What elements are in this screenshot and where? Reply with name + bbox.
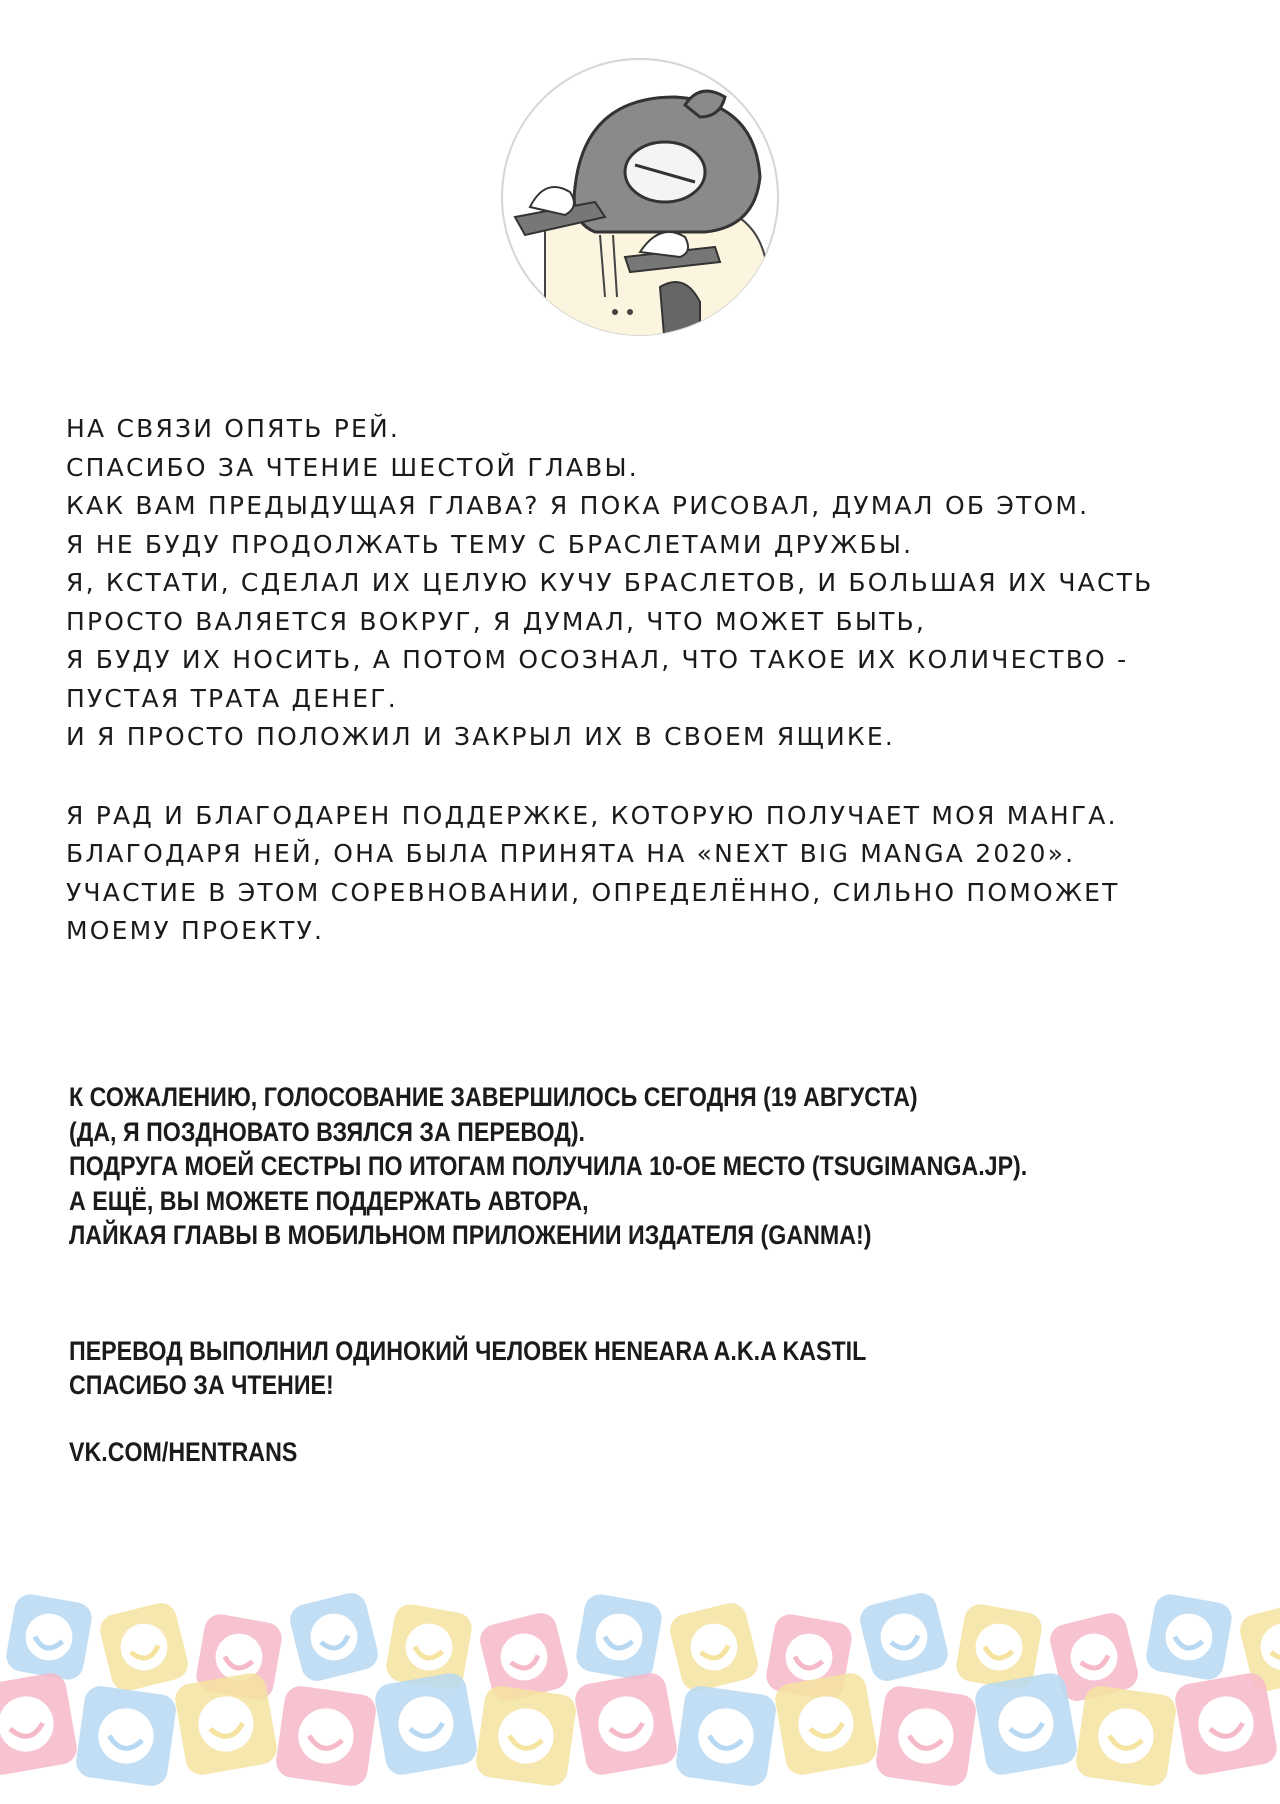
smiley-block [274,1684,378,1788]
smiley-block [0,1671,79,1778]
smiley-block [574,1592,664,1682]
smiley-block [773,1671,880,1778]
smiley-block [1173,1671,1280,1778]
smiley-block [973,1671,1080,1778]
smiley-block [1144,1592,1234,1682]
author-avatar-icon [485,57,795,347]
letter-line: НА СВЯЗИ ОПЯТЬ РЕЙ. [66,414,401,443]
author-letter [66,410,1226,951]
note-line: (ДА, Я ПОЗДНОВАТО ВЗЯЛСЯ ЗА ПЕРЕВОД). [69,1116,586,1147]
letter-line: Я БУДУ ИХ НОСИТЬ, А ПОТОМ ОСОЗНАЛ, ЧТО ТАКОЕ ИХ КОЛИЧЕСТВО - [66,645,1129,674]
author-avatar [485,57,795,347]
letter-line: И Я ПРОСТО ПОЛОЖИЛ И ЗАКРЫЛ ИХ В СВОЕМ ЯЩИКЕ. [66,722,895,751]
smiley-block [97,1600,192,1695]
smiley-block [4,1592,94,1682]
note-line: А ЕЩЁ, ВЫ МОЖЕТЕ ПОДДЕРЖАТЬ АВТОРА, [69,1185,589,1216]
credit-line: ПЕРЕВОД ВЫПОЛНИЛ ОДИНОКИЙ ЧЕЛОВЕК HENEARA A.K.A KASTIL [69,1335,867,1366]
smiley-block [287,1590,382,1685]
notes-gap [69,1253,1219,1334]
smiley-block [74,1684,178,1788]
smiley-block [173,1671,280,1778]
smiley-blocks-border [0,1568,1280,1804]
letter-line: СПАСИБО ЗА ЧТЕНИЕ ШЕСТОЙ ГЛАВЫ. [66,452,639,482]
note-line: ПОДРУГА МОЕЙ СЕСТРЫ ПО ИТОГАМ ПОЛУЧИЛА 10-ОЕ МЕСТО (TSUGIMANGA.JP). [69,1151,1028,1181]
letter-line: БЛАГОДАРЯ НЕЙ, ОНА БЫЛА ПРИНЯТА НА «NEXT BIG MANGA 2020». [66,839,1076,868]
smiley-block [857,1590,952,1685]
smiley-block [1074,1684,1178,1788]
letter-line: Я РАД И БЛАГОДАРЕН ПОДДЕРЖКЕ, КОТОРУЮ ПОЛУЧАЕТ МОЯ МАНГА. [66,800,1118,830]
paragraph-gap [66,757,1226,797]
note-line: ЛАЙКАЯ ГЛАВЫ В МОБИЛЬНОМ ПРИЛОЖЕНИИ ИЗДАТЕЛЯ (GANMA!) [69,1220,872,1250]
smiley-blocks-border-art [0,1568,1280,1804]
smiley-block [674,1684,778,1788]
letter-line: МОЕМУ ПРОЕКТУ. [66,916,325,945]
note-line: К СОЖАЛЕНИЮ, ГОЛОСОВАНИЕ ЗАВЕРШИЛОСЬ СЕГОДНЯ (19 АВГУСТА) [69,1082,918,1112]
letter-line: ПРОСТО ВАЛЯЕТСЯ ВОКРУГ, Я ДУМАЛ, ЧТО МОЖЕТ БЫТЬ, [66,606,927,636]
smiley-block [573,1671,680,1778]
letter-line: КАК ВАМ ПРЕДЫДУЩАЯ ГЛАВА? Я ПОКА РИСОВАЛ, ДУМАЛ ОБ ЭТОМ. [66,491,1090,520]
letter-line: Я, КСТАТИ, СДЕЛАЛ ИХ ЦЕЛУЮ КУЧУ БРАСЛЕТОВ, И БОЛЬШАЯ ИХ ЧАСТЬ [66,568,1154,597]
smiley-block [874,1684,978,1788]
smiley-block [474,1684,578,1788]
smiley-block [667,1600,762,1695]
smiley-block [373,1671,480,1778]
letter-line: Я НЕ БУДУ ПРОДОЛЖАТЬ ТЕМУ С БРАСЛЕТАМИ ДРУЖБЫ. [66,529,914,559]
vk-link[interactable]: VK.COM/HENTRANS [69,1436,298,1467]
letter-line: УЧАСТИЕ В ЭТОМ СОРЕВНОВАНИИ, ОПРЕДЕЛЁННО, СИЛЬНО ПОМОЖЕТ [66,877,1120,907]
translator-notes [69,1080,1219,1469]
letter-line: ПУСТАЯ ТРАТА ДЕНЕГ. [66,683,398,713]
credit-line: СПАСИБО ЗА ЧТЕНИЕ! [69,1370,334,1400]
notes-gap [69,1403,1219,1435]
